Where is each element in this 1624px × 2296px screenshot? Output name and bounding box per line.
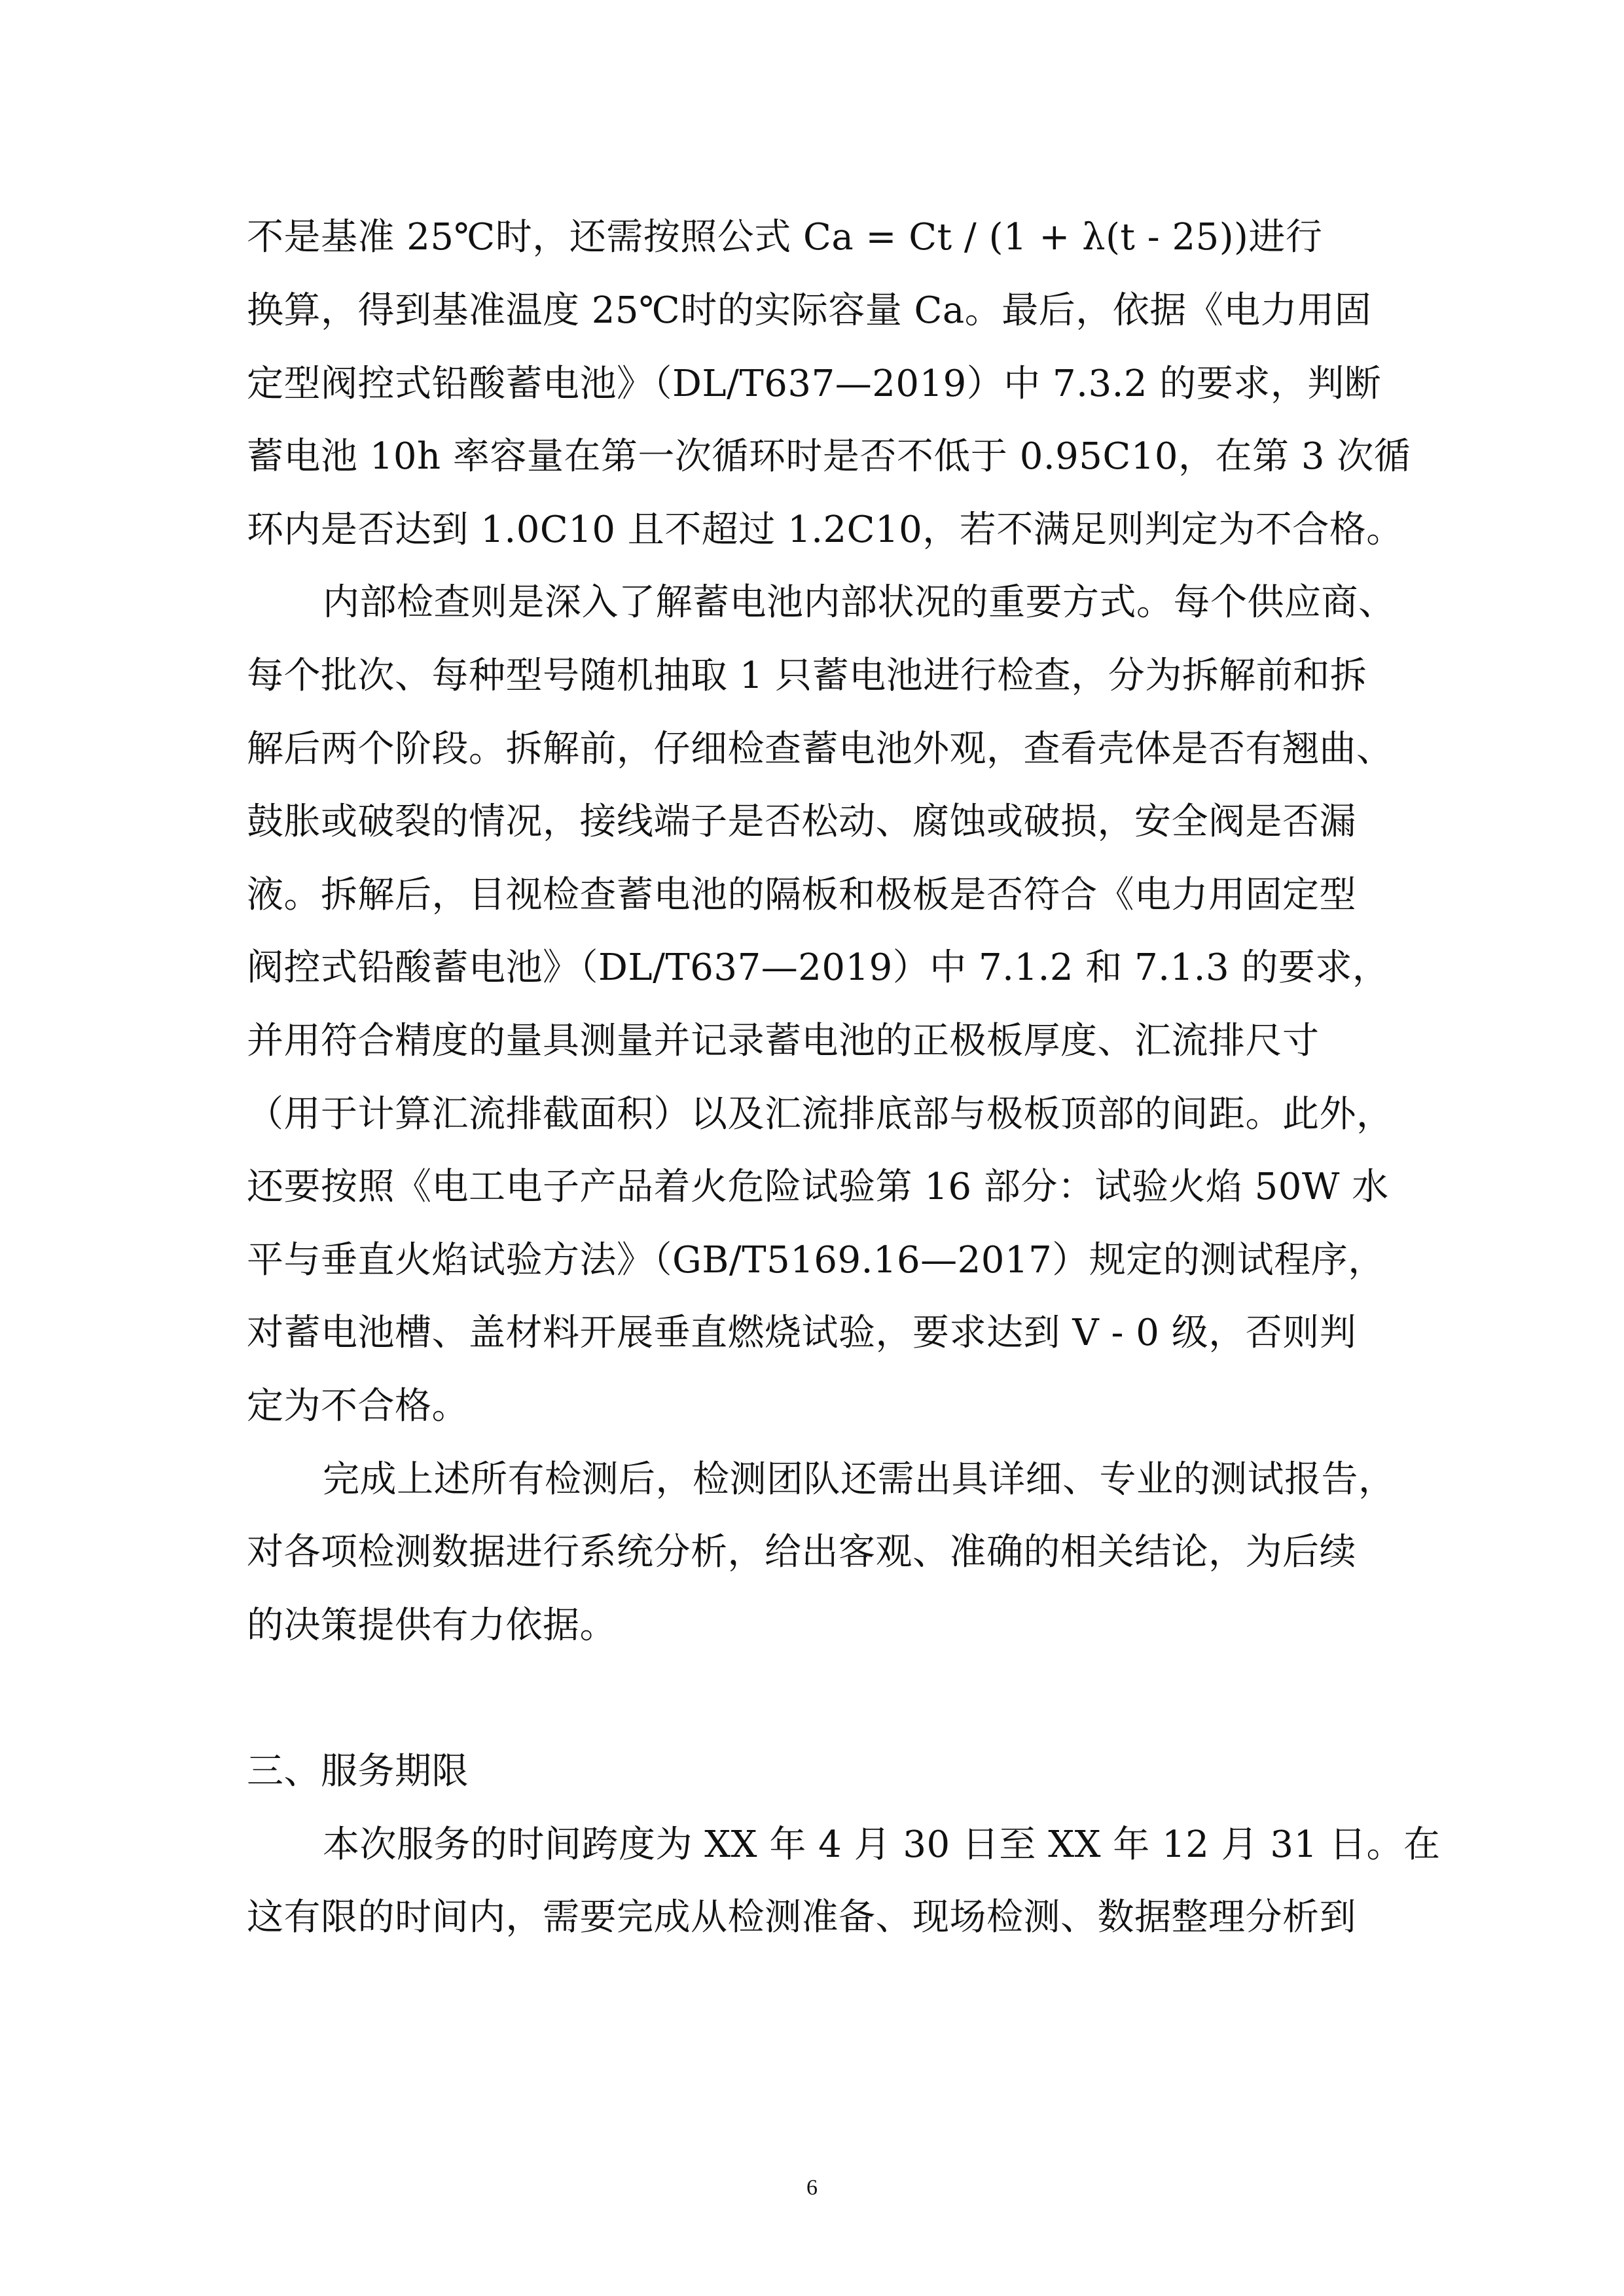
text-line: 定型阀控式铅酸蓄电池》（DL/T637—2019）中 7.3.2 的要求，判断	[247, 363, 1382, 405]
text-line: 环内是否达到 1.0C10 且不超过 1.2C10，若不满足则判定为不合格。	[247, 509, 1403, 551]
text-line: 对蓄电池槽、盖材料开展垂直燃烧试验，要求达到 V - 0 级，否则判	[247, 1312, 1357, 1354]
text-line: 液。拆解后，目视检查蓄电池的隔板和极板是否符合《电力用固定型	[247, 874, 1356, 916]
text-line: 平与垂直火焰试验方法》（GB/T5169.16—2017）规定的测试程序，	[247, 1239, 1385, 1282]
text-line: 蓄电池 10h 率容量在第一次循环时是否不低于 0.95C10，在第 3 次循	[247, 435, 1411, 478]
text-line: 换算，得到基准温度 25℃时的实际容量 Ca。最后，依据《电力用固	[247, 289, 1372, 332]
text-line: 完成上述所有检测后，检测团队还需出具详细、专业的测试报告，	[323, 1458, 1396, 1501]
text-line: 还要按照《电工电子产品着火危险试验第 16 部分：试验火焰 50W 水	[247, 1166, 1389, 1208]
section-heading: 三、服务期限	[247, 1750, 469, 1793]
text-line: 每个批次、每种型号随机抽取 1 只蓄电池进行检查，分为拆解前和拆	[247, 655, 1367, 697]
text-line: 的决策提供有力依据。	[247, 1604, 617, 1647]
text-line: 对各项检测数据进行系统分析，给出客观、准确的相关结论，为后续	[247, 1531, 1356, 1573]
text-line: 阀控式铅酸蓄电池》（DL/T637—2019）中 7.1.2 和 7.1.3 的要求，	[247, 946, 1390, 989]
page-number: 6	[806, 2176, 818, 2200]
text-line: 并用符合精度的量具测量并记录蓄电池的正极板厚度、汇流排尺寸	[247, 1020, 1320, 1062]
text-line: 解后两个阶段。拆解前，仔细检查蓄电池外观，查看壳体是否有翘曲、	[247, 728, 1394, 770]
text-line: 本次服务的时间跨度为 XX 年 4 月 30 日至 XX 年 12 月 31 日。在	[323, 1823, 1441, 1866]
text-line: 定为不合格。	[247, 1385, 469, 1427]
text-line: 不是基准 25℃时，还需按照公式 Ca = Ct / (1 + λ(t - 25))进行	[247, 216, 1323, 259]
text-line: 内部检查则是深入了解蓄电池内部状况的重要方式。每个供应商、	[323, 581, 1396, 624]
text-line: 鼓胀或破裂的情况，接线端子是否松动、腐蚀或破损，安全阀是否漏	[247, 800, 1356, 843]
text-line: 这有限的时间内，需要完成从检测准备、现场检测、数据整理分析到	[247, 1896, 1356, 1939]
text-line: （用于计算汇流排截面积）以及汇流排底部与极板顶部的间距。此外，	[247, 1093, 1394, 1136]
